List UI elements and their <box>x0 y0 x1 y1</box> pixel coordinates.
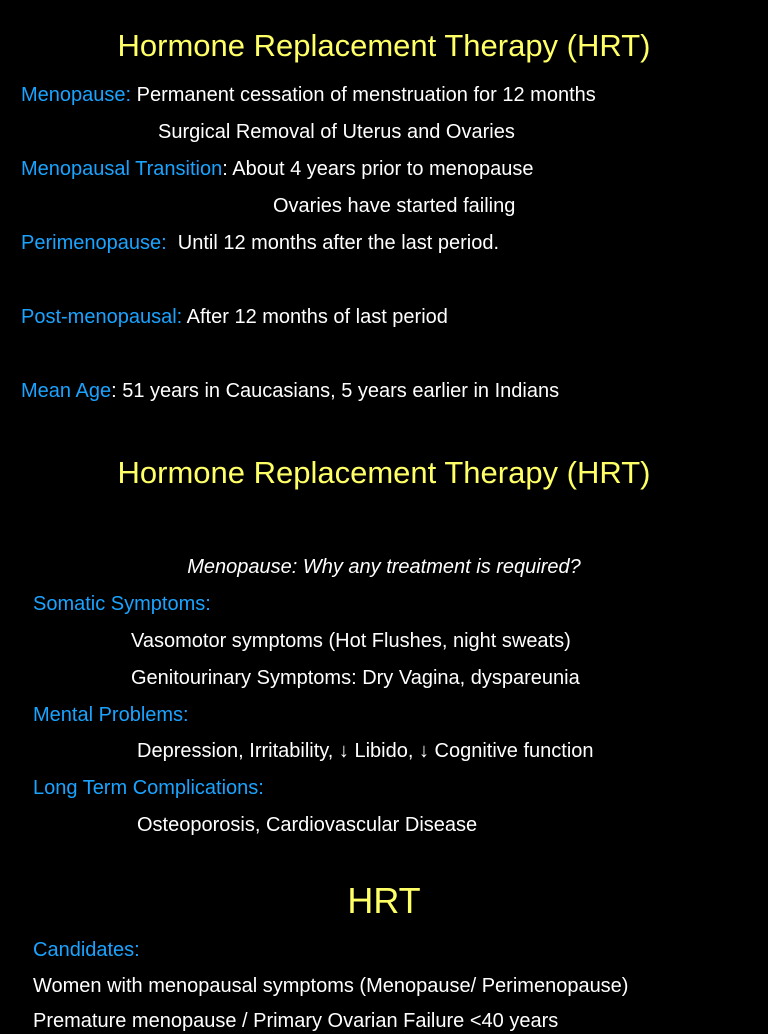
longterm-item: Osteoporosis, Cardiovascular Disease <box>137 814 478 836</box>
slide-2-title: Hormone Replacement Therapy (HRT) <box>117 455 651 490</box>
somatic-heading: Somatic Symptoms: <box>33 593 211 615</box>
mean-age-definition <box>21 378 559 404</box>
perimenopause-term: Perimenopause: <box>21 232 167 254</box>
candidates-heading: Candidates: <box>33 939 140 961</box>
slide-3-title: HRT <box>347 880 421 921</box>
menopause-def-line-1: Permanent cessation of menstruation for 12 months <box>131 84 596 106</box>
treatment-question: Menopause: Why any treatment is required? <box>187 556 581 578</box>
transition-term: Menopausal Transition <box>21 158 223 180</box>
menopause-definition <box>21 82 596 108</box>
post-menopausal-def: After 12 months of last period <box>182 306 448 328</box>
post-menopausal-definition <box>21 304 448 330</box>
transition-definition <box>21 156 534 182</box>
longterm-heading: Long Term Complications: <box>33 777 264 799</box>
perimenopause-definition <box>21 230 499 256</box>
somatic-item: Genitourinary Symptoms: Dry Vagina, dyspareunia <box>131 667 580 689</box>
mental-item: Depression, Irritability, ↓ Libido, ↓ Cognitive function <box>137 740 594 762</box>
transition-def-line-2: Ovaries have started failing <box>273 195 516 217</box>
post-menopausal-term: Post-menopausal: <box>21 306 183 328</box>
mean-age-term: Mean Age <box>21 380 112 402</box>
candidate-item: Premature menopause / Primary Ovarian Failure <40 years <box>33 1010 559 1032</box>
menopause-def-line-2: Surgical Removal of Uterus and Ovaries <box>158 121 515 143</box>
candidate-item: Women with menopausal symptoms (Menopause/ Perimenopause) <box>33 975 629 997</box>
mental-heading: Mental Problems: <box>33 704 189 726</box>
somatic-item: Vasomotor symptoms (Hot Flushes, night sweats) <box>131 630 571 652</box>
slide-1-title: Hormone Replacement Therapy (HRT) <box>117 28 651 63</box>
transition-def-line-1: : About 4 years prior to menopause <box>222 158 534 180</box>
perimenopause-def: Until 12 months after the last period. <box>166 232 500 254</box>
menopause-term: Menopause: <box>21 84 132 106</box>
mean-age-def: : 51 years in Caucasians, 5 years earlier in Indians <box>111 380 560 402</box>
